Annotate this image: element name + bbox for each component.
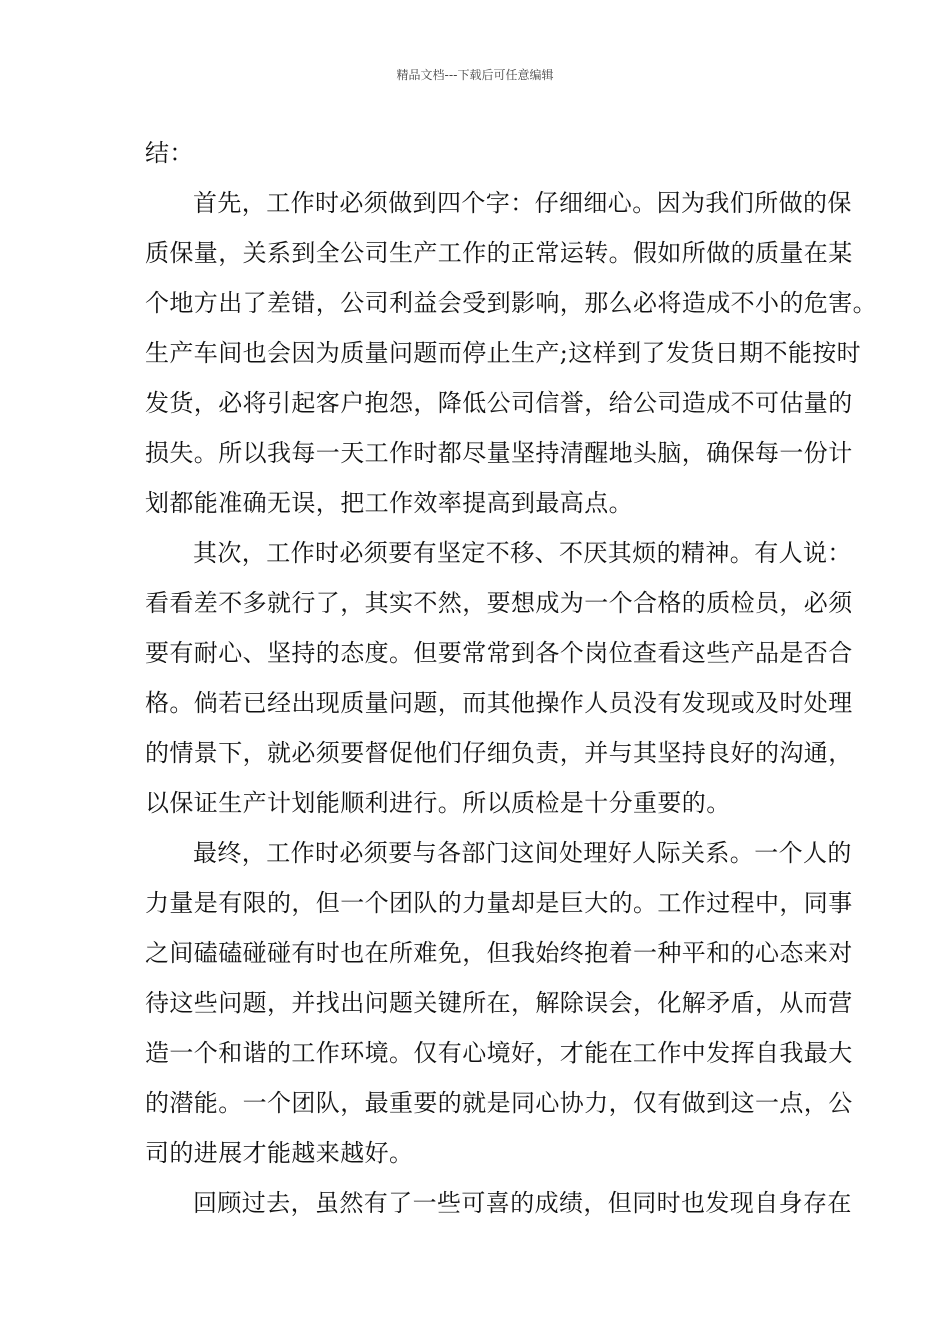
- text-line: 格。倘若已经出现质量问题，而其他操作人员没有发现或及时处理: [145, 689, 853, 717]
- text-line: 要有耐心、坚持的态度。但要常常到各个岗位查看这些产品是否合: [145, 639, 853, 667]
- text-line: 生产车间也会因为质量问题而停止生产;这样到了发货日期不能按时: [145, 339, 862, 367]
- text-line: 造一个和谐的工作环境。仅有心境好，才能在工作中发挥自我最大: [145, 1039, 853, 1067]
- text-line: 个地方出了差错，公司利益会受到影响，那么必将造成不小的危害。: [145, 289, 877, 317]
- text-line: 发货，必将引起客户抱怨，降低公司信誉，给公司造成不可估量的: [145, 389, 853, 417]
- text-line: 司的进展才能越来越好。: [145, 1139, 414, 1167]
- text-line: 损失。所以我每一天工作时都尽量坚持清醒地头脑，确保每一份计: [145, 439, 853, 467]
- paragraph-start-line: 首先，工作时必须做到四个字：仔细细心。因为我们所做的保: [193, 189, 852, 217]
- text-line: 的情景下，就必须要督促他们仔细负责，并与其坚持良好的沟通，: [145, 739, 853, 767]
- text-line: 力量是有限的，但一个团队的力量却是巨大的。工作过程中，同事: [145, 889, 853, 917]
- text-line: 以保证生产计划能顺利进行。所以质检是十分重要的。: [145, 789, 731, 817]
- text-line: 结：: [145, 139, 194, 167]
- paragraph-start-line: 回顾过去，虽然有了一些可喜的成绩，但同时也发现自身存在: [193, 1189, 852, 1217]
- text-line: 的潜能。一个团队，最重要的就是同心协力，仅有做到这一点，公: [145, 1089, 853, 1117]
- text-line: 看看差不多就行了，其实不然，要想成为一个合格的质检员，必须: [145, 589, 853, 617]
- paragraph-start-line: 最终，工作时必须要与各部门这间处理好人际关系。一个人的: [193, 839, 852, 867]
- page-header: 精品文档---下载后可任意编辑: [396, 68, 554, 82]
- text-line: 待这些问题，并找出问题关键所在，解除误会，化解矛盾，从而营: [145, 989, 853, 1017]
- text-line: 质保量，关系到全公司生产工作的正常运转。假如所做的质量在某: [145, 239, 853, 267]
- paragraph-start-line: 其次，工作时必须要有坚定不移、不厌其烦的精神。有人说：: [193, 539, 852, 567]
- text-line: 划都能准确无误，把工作效率提高到最高点。: [145, 489, 633, 517]
- text-line: 之间磕磕碰碰有时也在所难免，但我始终抱着一种平和的心态来对: [145, 939, 853, 967]
- body-text: [145, 128, 877, 1228]
